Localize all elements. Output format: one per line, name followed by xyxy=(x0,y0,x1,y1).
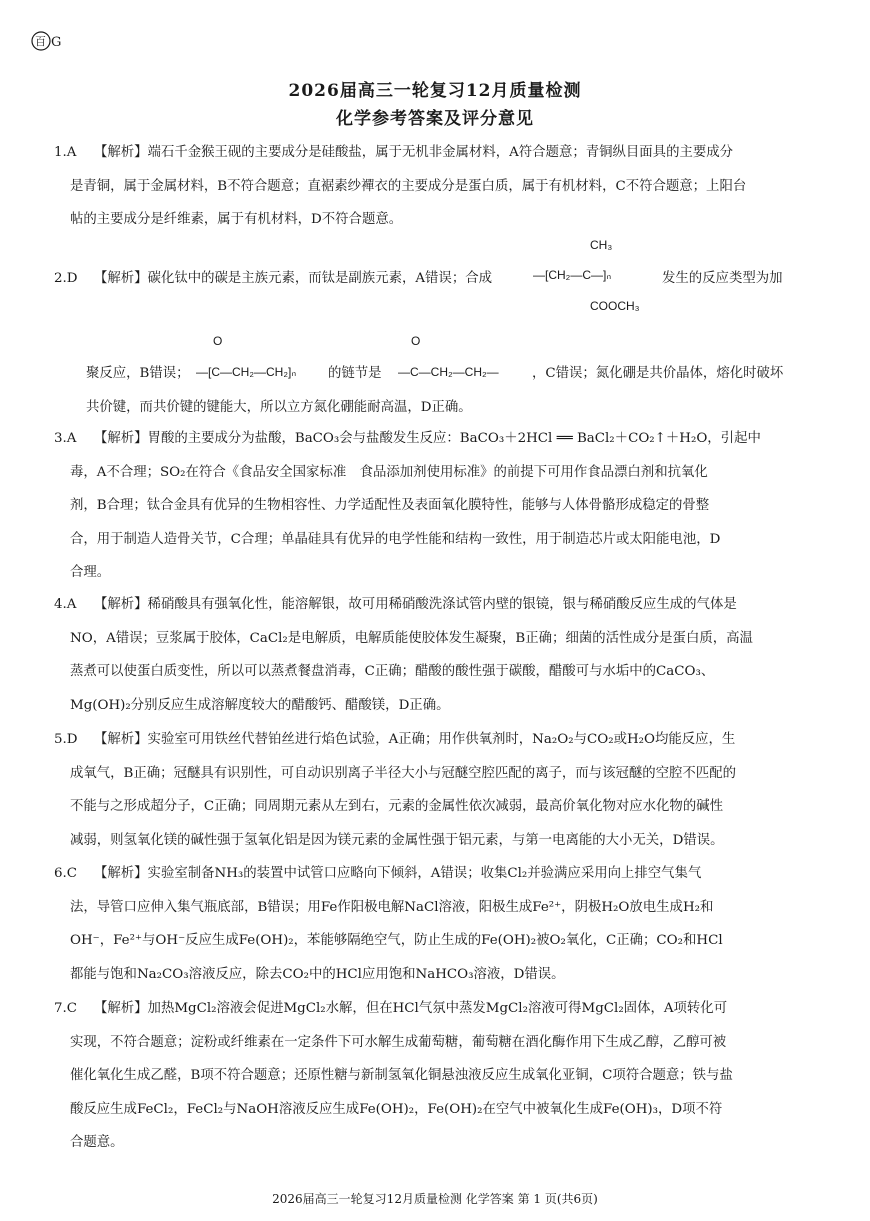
page-title: 2026届高三一轮复习12月质量检测 xyxy=(288,81,582,101)
item-line: 帖的主要成分是纤维素，属于有机材料，D不符合题意。 xyxy=(70,212,403,227)
svg-text:百: 百 xyxy=(35,35,46,48)
structure-2-oxygen: O xyxy=(213,334,223,348)
answer-item-5 xyxy=(54,723,800,857)
structure-1-top: CH₃ xyxy=(590,238,613,252)
item-line: 【解析】胃酸的主要成分为盐酸，BaCO₃会与盐酸发生反应：BaCO₃＋2HCl ══ BaCl₂＋CO₂↑＋H₂O，引起中 xyxy=(94,431,761,446)
item-number: 1.A xyxy=(54,145,77,160)
item-line: 成氧气，B正确；冠醚具有识别性，可自动识别离子半径大小与冠醚空腔匹配的离子，而与该冠醚的空腔不匹配的 xyxy=(70,765,736,781)
page-footer: 2026届高三一轮复习12月质量检测 化学答案 第 1 页(共6页) xyxy=(272,1192,598,1206)
item-line: 是青铜，属于金属材料，B不符合题意；直裾素纱襌衣的主要成分是蛋白质，属于有机材料，C不符合题意；上阳台 xyxy=(70,178,747,194)
answer-item-4 xyxy=(54,588,800,722)
item-line: 【解析】实验室制备NH₃的装置中试管口应略向下倾斜，A错误；收集Cl₂并验满应采用向上排空气集气 xyxy=(94,866,702,881)
item-line: 【解析】碳化钛中的碳是主族元素，而钛是副族元素，A错误；合成 xyxy=(94,271,492,286)
item-number: 2.D xyxy=(54,271,78,286)
item-line: 【解析】端石千金猴王砚的主要成分是硅酸盐，属于无机非金属材料，A符合题意；青铜纵目面具的主要成分 xyxy=(94,145,734,160)
answer-item-7 xyxy=(54,992,800,1160)
item-line: 剂，B合理；钛合金具有优异的生物相容性、力学适配性及表面氧化膜特性，能够与人体骨骼形成稳定的骨整 xyxy=(70,498,710,513)
item-line: 不能与之形成超分子，C正确；同周期元素从左到右，元素的金属性依次减弱，最高价氧化物对应水化物的碱性 xyxy=(70,799,723,814)
item-line: 【解析】加热MgCl₂溶液会促进MgCl₂水解，但在HCl气氛中蒸发MgCl₂溶液可得MgCl₂固体，A项转化可 xyxy=(94,1001,728,1016)
page-subtitle: 化学参考答案及评分意见 xyxy=(336,109,534,129)
item-number: 4.A xyxy=(54,597,77,612)
item-line: Mg(OH)₂分别反应生成溶解度较大的醋酸钙、醋酸镁，D正确。 xyxy=(70,697,450,713)
item-line: 都能与饱和Na₂CO₃溶液反应，除去CO₂中的HCl应用饱和NaHCO₃溶液，D错误。 xyxy=(70,966,565,982)
item-line: 法，导管口应伸入集气瓶底部，B错误；用Fe作阳极电解NaCl溶液，阳极生成Fe²⁺，阴极H₂O放电生成H₂和 xyxy=(70,899,714,915)
structure-3-oxygen: O xyxy=(411,334,421,348)
item-line: OH⁻，Fe²⁺与OH⁻反应生成Fe(OH)₂，苯能够隔绝空气，防止生成的Fe(OH)₂被O₂氧化，C正确；CO₂和HCl xyxy=(70,933,723,948)
item-line: 发生的反应类型为加 xyxy=(662,271,783,286)
publisher-logo xyxy=(30,30,66,52)
item-line: 合题意。 xyxy=(70,1135,124,1150)
item-line: 减弱，则氢氧化镁的碱性强于氢氧化铝是因为镁元素的金属性强于铝元素，与第一电离能的大小无关，D错误。 xyxy=(70,832,724,848)
item-line: 【解析】实验室可用铁丝代替铂丝进行焰色试验，A正确；用作供氧剂时，Na₂O₂与CO₂或H₂O均能反应，生 xyxy=(94,732,736,747)
item-number: 7.C xyxy=(54,1001,78,1016)
structure-1-main: —[CH₂—C—]ₙ xyxy=(533,268,612,282)
item-line: 酸反应生成FeCl₂，FeCl₂与NaOH溶液反应生成Fe(OH)₂，Fe(OH)₂在空气中被氧化生成Fe(OH)₃，D项不符 xyxy=(70,1101,723,1117)
structure-1-bottom: COOCH₃ xyxy=(590,299,640,313)
item-line: 合理。 xyxy=(70,565,111,580)
item-number: 6.C xyxy=(54,866,78,881)
answer-item-1 xyxy=(54,136,800,237)
answer-item-6 xyxy=(54,857,800,991)
item-number: 3.A xyxy=(54,431,77,446)
structure-2-main: —[C—CH₂—CH₂]ₙ xyxy=(196,365,297,379)
item-line: 的链节是 xyxy=(328,366,382,381)
item-line: 合，用于制造人造骨关节，C合理；单晶硅具有优异的电学性能和结构一致性，用于制造芯片或太阳能电池，D xyxy=(70,531,721,547)
item-line: 实现，不符合题意；淀粉或纤维素在一定条件下可水解生成葡萄糖，葡萄糖在酒化酶作用下生成乙醇，乙醇可被 xyxy=(70,1034,727,1050)
item-line: 共价键，而共价键的键能大，所以立方氮化硼能耐高温，D正确。 xyxy=(86,400,472,415)
item-line: 蒸煮可以使蛋白质变性，所以可以蒸煮餐盘消毒，C正确；醋酸的酸性强于碳酸，醋酸可与水垢中的CaCO₃、 xyxy=(70,664,715,679)
item-line: 聚反应，B错误； xyxy=(86,366,190,381)
item-line: ，C错误；氮化硼是共价晶体，熔化时破坏 xyxy=(532,366,784,381)
item-line: 毒，A不合理；SO₂在符合《食品安全国家标准 食品添加剂使用标准》的前提下可用作食品漂白剂和抗氧化 xyxy=(70,464,708,480)
structure-3-main: —C—CH₂—CH₂— xyxy=(398,365,499,379)
item-line: 催化氧化生成乙醛，B项不符合题意；还原性糖与新制氢氧化铜悬浊液反应生成氧化亚铜，C项符合题意；铁与盐 xyxy=(70,1068,733,1083)
item-number: 5.D xyxy=(54,732,78,747)
logo-icon xyxy=(30,30,66,52)
svg-text:G: G xyxy=(51,35,62,50)
answer-item-3 xyxy=(54,422,800,590)
item-line: 【解析】稀硝酸具有强氧化性，能溶解银，故可用稀硝酸洗涤试管内壁的银镜，银与稀硝酸反应生成的气体是 xyxy=(94,597,737,612)
item-line: NO，A错误；豆浆属于胶体，CaCl₂是电解质，电解质能使胶体发生凝聚，B正确；细菌的活性成分是蛋白质，高温 xyxy=(70,630,753,646)
